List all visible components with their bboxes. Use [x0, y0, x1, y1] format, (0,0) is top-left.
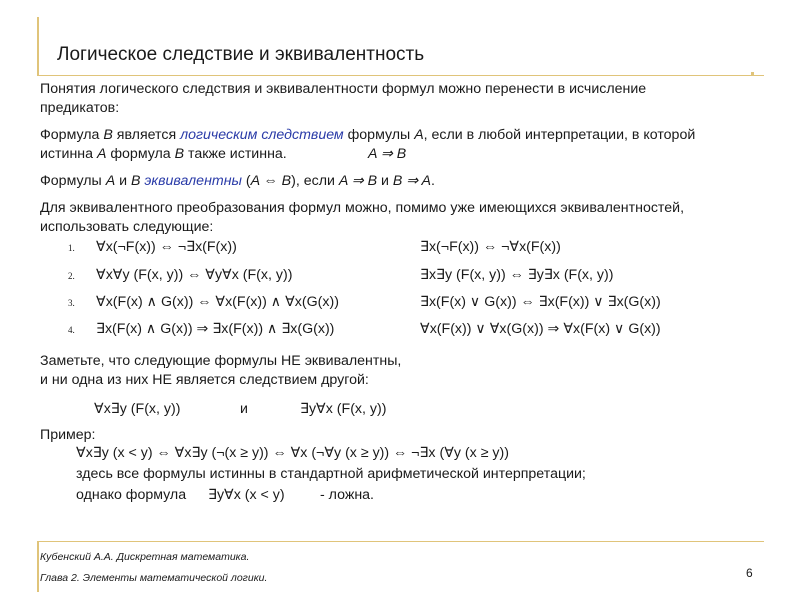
list-item-right: ∃x(¬F(x)) ⇔ ¬∀x(F(x)): [420, 239, 561, 255]
page-number: 6: [746, 566, 753, 580]
consequence-text: формулы: [343, 127, 415, 143]
note-formula-2: ∃y∀x (F(x, y)): [300, 401, 387, 417]
slide-title: Логическое следствие и эквивалентность: [57, 44, 425, 65]
equivalence-text: и: [115, 173, 131, 189]
list-item-right: ∃x∃y (F(x, y)) ⇔ ∃y∃x (F(x, y)): [420, 267, 614, 283]
formula-var-a: A: [105, 173, 116, 189]
example-line-2: здесь все формулы истинны в стандартной арифметической интерпретации;: [76, 466, 586, 482]
consequence-text: также истинна.: [184, 146, 287, 162]
note-line-1: Заметьте, что следующие формулы НЕ эквивалентны,: [40, 353, 402, 369]
consequence-line-2: [40, 145, 287, 164]
list-number: 3.: [68, 298, 75, 308]
footer-author: Кубенский А.А. Дискретная математика.: [40, 551, 250, 563]
consequence-text: Формула: [40, 127, 104, 143]
consequence-formula: A ⇒ B: [368, 146, 407, 162]
consequence-text: формула: [106, 146, 175, 162]
list-item-left: ∀x(¬F(x)) ⇔ ¬∃x(F(x)): [96, 239, 237, 255]
formula-a-imp-b: A ⇒ B: [338, 173, 378, 189]
list-item-right: ∃x(F(x) ∨ G(x)) ⇔ ∃x(F(x)) ∨ ∃x(G(x)): [420, 294, 661, 310]
formula-var-a: A: [96, 146, 107, 162]
list-item-right: ∀x(F(x)) ∨ ∀x(G(x)) ⇒ ∀x(F(x) ∨ G(x)): [420, 321, 661, 337]
footer-vertical-rule: [37, 541, 39, 592]
example-false-formula: ∃y∀x (x < y): [208, 487, 285, 503]
note-line-2: и ни одна из них НЕ является следствием другой:: [40, 372, 369, 388]
term-equivalent: эквивалентны: [144, 173, 242, 189]
formula-b-imp-a: B ⇒ A: [392, 173, 432, 189]
equivalence-text: и: [377, 173, 393, 189]
consequence-text: , если в любой интерпретации, в которой: [423, 127, 696, 143]
list-number: 2.: [68, 271, 75, 281]
note-formula-1: ∀x∃y (F(x, y)): [94, 401, 181, 417]
consequence-text: истинна: [40, 146, 97, 162]
example-false-label: - ложна.: [320, 487, 374, 503]
example-line-3-text: однако формула: [76, 487, 187, 503]
transform-line-1: Для эквивалентного преобразования формул можно, помимо уже имеющихся эквивалентностей,: [40, 200, 685, 216]
formula-var-b: B: [103, 127, 113, 143]
formula-var-b: B: [174, 146, 185, 162]
equivalence-line: [40, 172, 435, 191]
equivalence-text: Формулы: [40, 173, 106, 189]
formula-var-b: B: [130, 173, 141, 189]
formula-var-a: A: [414, 127, 424, 143]
intro-line-1: Понятия логического следствия и эквивалентности формул можно перенести в исчисление: [40, 81, 647, 97]
header-vertical-rule: [37, 17, 39, 75]
formula-a-eq-b: A ⇔ B: [250, 173, 292, 189]
list-number: 4.: [68, 325, 75, 335]
equivalence-text: .: [431, 173, 435, 189]
note-and: и: [240, 401, 248, 417]
transform-line-2: использовать следующие:: [40, 219, 214, 235]
example-label: Пример:: [40, 427, 96, 443]
consequence-text: является: [112, 127, 181, 143]
header-accent-dot: [751, 72, 754, 75]
footer-horizontal-rule: [37, 541, 764, 542]
term-logical-consequence: логическим следствием: [180, 127, 344, 143]
intro-line-2: предикатов:: [40, 100, 120, 116]
consequence-line-1: [40, 126, 695, 145]
list-number: 1.: [68, 243, 75, 253]
list-item-left: ∀x(F(x) ∧ G(x)) ⇔ ∀x(F(x)) ∧ ∀x(G(x)): [96, 294, 339, 310]
list-item-left: ∀x∀y (F(x, y)) ⇔ ∀y∀x (F(x, y)): [96, 267, 293, 283]
footer-chapter: Глава 2. Элементы математической логики.: [40, 572, 268, 584]
equivalence-text: ), если: [291, 173, 339, 189]
list-item-left: ∃x(F(x) ∧ G(x)) ⇒ ∃x(F(x)) ∧ ∃x(G(x)): [96, 321, 335, 337]
equivalence-text: (: [241, 173, 251, 189]
header-horizontal-rule: [37, 75, 764, 76]
example-formula-chain: ∀x∃y (x < y) ⇔ ∀x∃y (¬(x ≥ y)) ⇔ ∀x (¬∀y (x ≥ y)) ⇔ ¬∃x (∀y (x ≥ y)): [76, 445, 509, 461]
